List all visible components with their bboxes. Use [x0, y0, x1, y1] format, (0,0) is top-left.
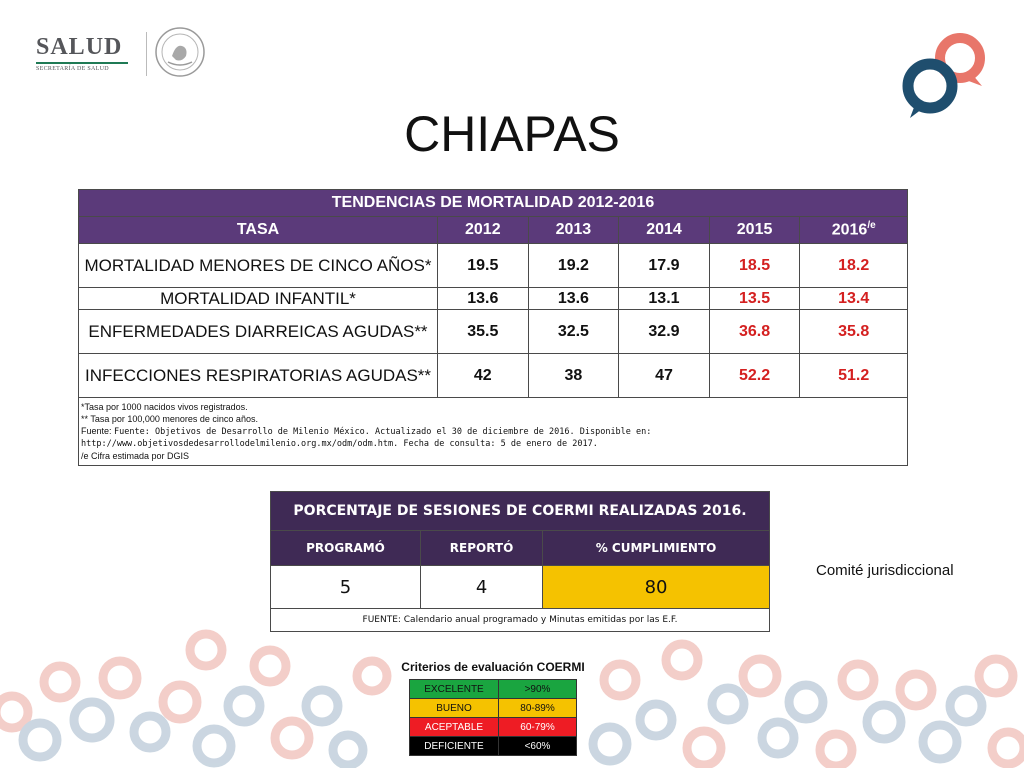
sessions-value-row: [271, 566, 770, 609]
table-cell: 38: [528, 354, 619, 398]
note-source-text: Fuente: Objetivos de Desarrollo de Milenio México. Actualizado el 30 de diciembre de 2016. Disponible en:: [114, 427, 652, 437]
table-row: [79, 354, 908, 398]
table-cell: 19.5: [438, 244, 529, 288]
national-seal-icon: [154, 26, 206, 78]
logo-divider: [146, 32, 147, 76]
note-source: [81, 425, 905, 438]
note-estimate: /e Cifra estimada por DGIS: [81, 451, 190, 461]
header-2014: 2014: [619, 217, 710, 244]
table-cell-estimate: 18.5: [709, 244, 800, 288]
header-cumplimiento: % CUMPLIMIENTO: [543, 531, 770, 566]
table-row: [79, 288, 908, 310]
criteria-range: <60%: [499, 737, 577, 756]
header-2013: 2013: [528, 217, 619, 244]
criteria-legend-table: [409, 679, 577, 756]
table-cell-estimate: 18.2: [800, 244, 908, 288]
value-programo: 5: [271, 566, 421, 609]
table-cell: 17.9: [619, 244, 710, 288]
sessions-table-caption: PORCENTAJE DE SESIONES DE COERMI REALIZADAS 2016.: [271, 492, 770, 531]
header-2015: 2015: [709, 217, 800, 244]
note-rate-children: ** Tasa por 100,000 menores de cinco años.: [81, 414, 258, 424]
header-2016: 2016: [831, 221, 868, 239]
mortality-trends-table: [78, 189, 908, 466]
header-reporto: REPORTÓ: [421, 531, 543, 566]
criteria-title: Criterios de evaluación COERMI: [401, 660, 585, 674]
header-2016-cell: [800, 217, 908, 244]
row-label: ENFERMEDADES DIARREICAS AGUDAS**: [79, 310, 438, 354]
criteria-name: EXCELENTE: [410, 680, 499, 699]
note-source-url: http://www.objetivosdedesarrollodelmilenio.org.mx/odm/odm.htm. Fecha de consulta: 5 de enero de 2017.: [81, 439, 598, 449]
header-tasa: TASA: [79, 217, 438, 244]
criteria-row-deficiente: [410, 737, 577, 756]
mortality-table-notes: [79, 398, 908, 466]
mortality-table-caption: TENDENCIAS DE MORTALIDAD 2012-2016: [79, 190, 908, 217]
mortality-header-row: [79, 217, 908, 244]
criteria-range: 80-89%: [499, 699, 577, 718]
header-2012: 2012: [438, 217, 529, 244]
value-cumplimiento: 80: [543, 566, 770, 609]
value-reporto: 4: [421, 566, 543, 609]
salud-logo-bar: [36, 62, 128, 64]
table-cell: 13.6: [528, 288, 619, 310]
header-programo: PROGRAMÓ: [271, 531, 421, 566]
table-row: [79, 244, 908, 288]
salud-logo: [36, 34, 136, 74]
row-label: MORTALIDAD INFANTIL*: [79, 288, 438, 310]
table-cell-estimate: 51.2: [800, 354, 908, 398]
sessions-source: FUENTE: Calendario anual programado y Minutas emitidas por las E.F.: [271, 609, 770, 632]
table-cell-estimate: 52.2: [709, 354, 800, 398]
table-cell-estimate: 36.8: [709, 310, 800, 354]
table-cell-estimate: 35.8: [800, 310, 908, 354]
committee-label: Comité jurisdiccional: [816, 562, 954, 579]
table-cell: 35.5: [438, 310, 529, 354]
table-cell-estimate: 13.4: [800, 288, 908, 310]
table-cell: 32.9: [619, 310, 710, 354]
criteria-name: ACEPTABLE: [410, 718, 499, 737]
page-title: CHIAPAS: [404, 106, 620, 162]
criteria-range: 60-79%: [499, 718, 577, 737]
table-cell-estimate: 13.5: [709, 288, 800, 310]
table-cell: 19.2: [528, 244, 619, 288]
table-cell: 13.6: [438, 288, 529, 310]
row-label: MORTALIDAD MENORES DE CINCO AÑOS*: [79, 244, 438, 288]
salud-logo-word: SALUD: [36, 34, 123, 60]
table-cell: 42: [438, 354, 529, 398]
criteria-name: BUENO: [410, 699, 499, 718]
table-cell: 13.1: [619, 288, 710, 310]
criteria-range: >90%: [499, 680, 577, 699]
salud-logo-subtitle: SECRETARÍA DE SALUD: [36, 66, 109, 72]
coermi-sessions-table: [270, 491, 770, 632]
note-rate-births: *Tasa por 1000 nacidos vivos registrados.: [81, 402, 248, 412]
table-row: [79, 310, 908, 354]
criteria-row-excelente: [410, 680, 577, 699]
sessions-header-row: [271, 531, 770, 566]
criteria-row-aceptable: [410, 718, 577, 737]
header-2016-estimate-mark: /e: [867, 220, 876, 232]
table-cell: 32.5: [528, 310, 619, 354]
note-source-label: Fuente:: [81, 426, 112, 436]
row-label: INFECCIONES RESPIRATORIAS AGUDAS**: [79, 354, 438, 398]
criteria-row-bueno: [410, 699, 577, 718]
criteria-name: DEFICIENTE: [410, 737, 499, 756]
table-cell: 47: [619, 354, 710, 398]
